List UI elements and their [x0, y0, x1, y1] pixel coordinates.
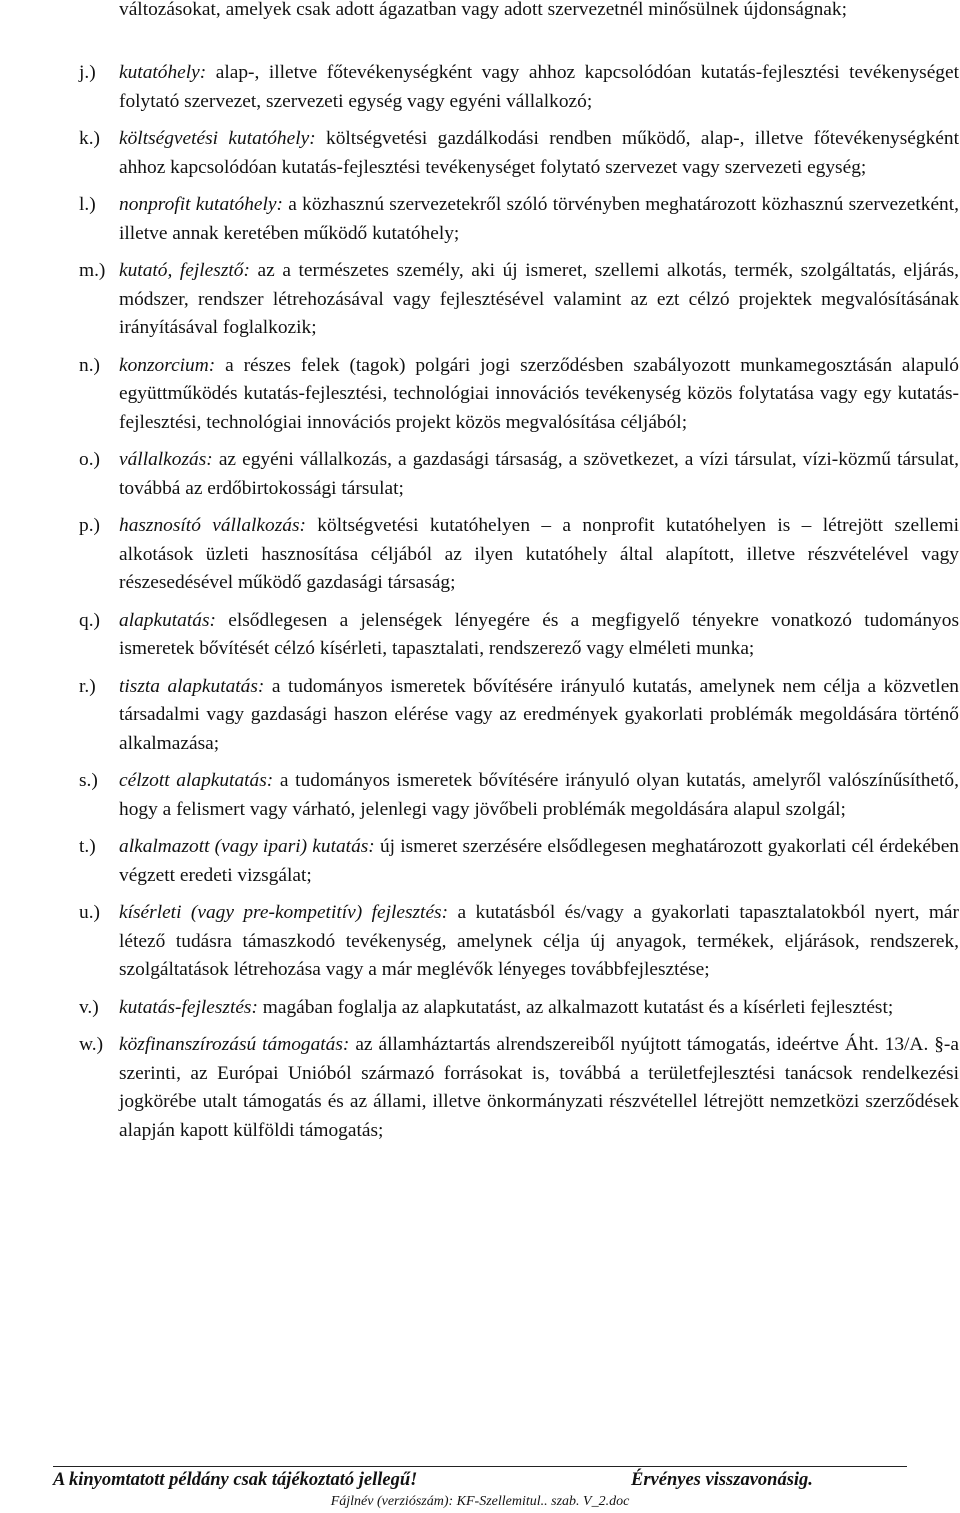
definition-text: a kutatásból és/vagy a gyakorlati tapasztalatokból nyert, már létező tudásra támaszkodó tevékenység, amelynek célja új anyagok, termékek, eljárások, rendszerek, szolgáltatások létrehozása vagy a már meglévők lényeges továbbfejlesztése;	[119, 902, 960, 980]
definition-text: a részes felek (tagok) polgári jogi szerződésben szabályozott munkamegosztásán alapuló együttműködés kutatás-fejlesztési, technológiai innovációs tevékenység közös folytatása vagy egy kutatás-fejlesztési, technológiai innovációs projekt közös megvalósítása céljából;	[119, 354, 959, 433]
definition-text: a tudományos ismeretek bővítésére irányuló kutatás, amelynek nem célja a közvetlen társadalmi vagy gazdasági haszon elérése vagy az eredmények gyakorlati problémák megoldására történő alkalmazása;	[119, 675, 959, 754]
definition-term: kutatóhely:	[119, 62, 207, 83]
footer-notice: A kinyomtatott példány csak tájékoztató jellegű!	[53, 1470, 418, 1490]
definition-term: kísérleti (vagy pre-kompetitív) fejlesztés:	[119, 902, 449, 923]
definition-text: költségvetési kutatóhelyen – a nonprofit kutatóhelyen is – létrejött szellemi alkotások üzleti hasznosítása céljából az ilyen kutatóhely által alapított, illetve részvételével vagy részesedésével működő gazdasági társaság;	[119, 515, 959, 593]
footer-validity: Érvényes visszavonásig.	[631, 1470, 813, 1490]
intro-paragraph: változásokat, amelyek csak adott ágazatban vagy adott szervezetnél minősülnek újdonságnak;	[119, 0, 847, 20]
definition-item	[0, 994, 959, 1023]
definition-term: alapkutatás:	[119, 609, 216, 631]
definition-item	[0, 257, 959, 343]
footer-filename: Fájlnév (verziószám): KF-Szellemitul.. szab. V_2.doc	[330, 1494, 630, 1509]
definition-text: a közhasznú szervezetekről szóló törvényben meghatározott közhasznú szervezetként, illetve annak keretében működő kutatóhely;	[119, 194, 959, 244]
definition-text: elsődlegesen a jelenségek lényegére és a megfigyelő tényekre vonatkozó tudományos ismeretek bővítését célzó kísérleti, tapasztalati, rendszerező vagy elméleti munka;	[119, 609, 959, 659]
definition-text: új ismeret szerzésére elsődlegesen meghatározott gyakorlati cél érdekében végzett eredeti vizsgálat;	[119, 836, 959, 886]
definition-letter: l.)	[79, 194, 96, 215]
definition-item	[0, 673, 959, 759]
definition-item	[0, 767, 959, 824]
definitions-list	[0, 59, 960, 1154]
definition-letter: j.)	[79, 62, 96, 83]
definition-term: kutatás-fejlesztés:	[119, 996, 258, 1018]
definition-item	[0, 899, 959, 985]
definition-letter: r.)	[79, 675, 96, 697]
footer-divider	[53, 1466, 907, 1467]
definition-text: a tudományos ismeretek bővítésére irányuló olyan kutatás, amelyről valószínűsíthető, hogy a felismert vagy várható, jelenlegi vagy jövőbeli problémák megoldására alapul szolgál;	[119, 770, 959, 820]
definition-letter: t.)	[79, 836, 96, 857]
definition-item	[0, 833, 959, 890]
definition-item	[0, 512, 959, 598]
definition-item	[0, 446, 959, 503]
definition-letter: m.)	[79, 260, 106, 281]
footer	[53, 1470, 907, 1494]
definition-letter: o.)	[79, 449, 101, 470]
definition-letter: u.)	[79, 902, 101, 923]
definition-letter: n.)	[79, 354, 101, 376]
definition-item	[0, 352, 959, 438]
definition-term: hasznosító vállalkozás:	[119, 515, 306, 536]
definition-item	[0, 125, 959, 182]
definition-term: kutató, fejlesztő:	[119, 260, 250, 281]
definition-letter: q.)	[79, 609, 101, 631]
definition-term: nonprofit kutatóhely:	[119, 194, 283, 215]
definition-term: célzott alapkutatás:	[119, 770, 274, 791]
definition-letter: p.)	[79, 515, 101, 536]
definition-letter: k.)	[79, 128, 101, 149]
definition-item	[0, 1031, 959, 1145]
definition-text: az államháztartás alrendszereiből nyújtott támogatás, ideértve Áht. 13/A. §-a szerinti, az Európai Unióból származó forrásokat is, továbbá a területfejlesztési tanácsok rendelkezési jogkörébe utalt támogatás és az állami, illetve önkormányzati részvétellel létrejött nemzetközi szerződések alapján kapott külföldi támogatás;	[119, 1034, 959, 1141]
definition-term: alkalmazott (vagy ipari) kutatás:	[119, 836, 375, 857]
definition-term: költségvetési kutatóhely:	[119, 128, 316, 149]
definition-letter: s.)	[79, 770, 98, 791]
definition-term: közfinanszírozású támogatás:	[119, 1034, 350, 1055]
definition-text: az a természetes személy, aki új ismeret, szellemi alkotás, termék, szolgáltatás, eljárás, módszer, rendszer létrehozásával vagy fejlesztésével valamint az ezt célzó projektek megvalósításának irányításával foglalkozik;	[119, 260, 959, 338]
definition-item	[0, 59, 959, 116]
definition-text: az egyéni vállalkozás, a gazdasági társaság, a szövetkezet, a vízi társulat, vízi-közmű társulat, továbbá az erdőbirtokossági társulat;	[119, 449, 959, 499]
definition-item	[0, 191, 959, 248]
definition-text: költségvetési gazdálkodási rendben működő, alap-, illetve főtevékenységként ahhoz kapcsolódóan kutatás-fejlesztési tevékenységet folytató szervezet vagy szervezeti egység;	[119, 128, 959, 178]
definition-term: vállalkozás:	[119, 449, 213, 470]
definition-letter: w.)	[79, 1034, 104, 1055]
definition-term: konzorcium:	[119, 354, 216, 376]
definition-term: tiszta alapkutatás:	[119, 675, 265, 697]
definition-text: magában foglalja az alapkutatást, az alkalmazott kutatást és a kísérleti fejlesztést;	[257, 996, 894, 1018]
definition-letter: v.)	[79, 996, 99, 1018]
definition-item	[0, 607, 959, 664]
definition-text: alap-, illetve főtevékenységként vagy ahhoz kapcsolódóan kutatás-fejlesztési tevékenységet folytató szervezet, szervezeti egység vagy egyéni vállalkozó;	[119, 62, 959, 112]
